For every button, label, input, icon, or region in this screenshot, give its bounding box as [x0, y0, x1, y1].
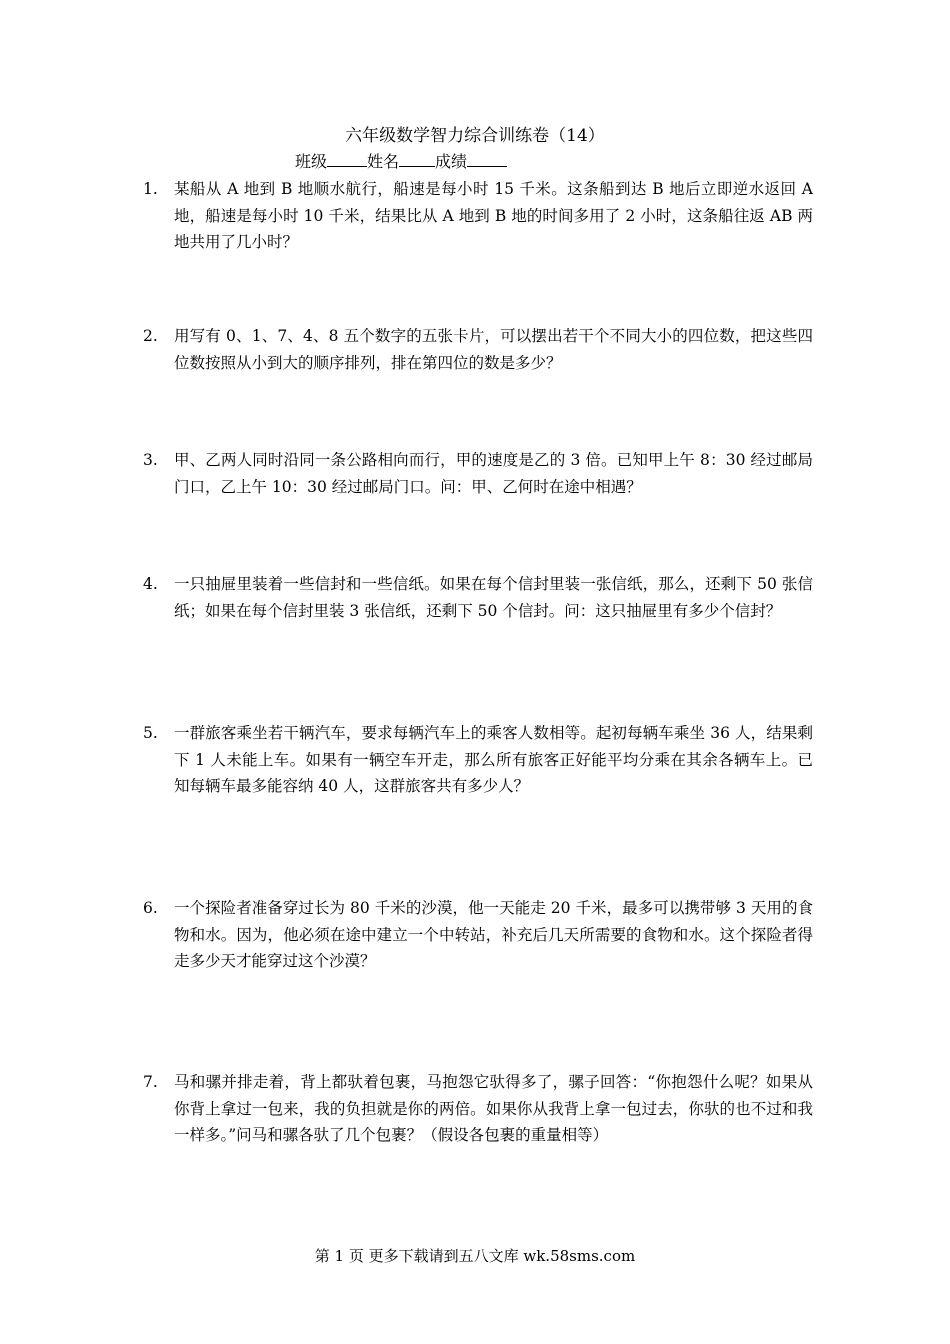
- question-1: [143, 176, 813, 256]
- score-label: 成绩: [435, 152, 468, 171]
- page-title: 六年级数学智力综合训练卷（14）: [345, 126, 605, 146]
- question-text: 甲、乙两人同时沿同一条公路相向而行，甲的速度是乙的 3 倍。已知甲上午 8：30 经过邮局门口，乙上午 10：30 经过邮局门口。问：甲、乙何时在途中相遇？: [174, 451, 813, 496]
- question-number: 4.: [143, 575, 158, 593]
- question-2: [143, 323, 813, 376]
- question-number: 7.: [143, 1073, 158, 1091]
- question-4: [143, 571, 813, 624]
- question-number: 3.: [143, 451, 158, 469]
- name-label: 姓名: [367, 152, 400, 171]
- question-number: 5.: [143, 724, 158, 742]
- question-5: [143, 720, 813, 800]
- class-label: 班级: [295, 152, 328, 171]
- question-6: [143, 895, 813, 975]
- score-blank: [467, 150, 507, 167]
- question-7: [143, 1069, 813, 1149]
- class-blank: [327, 150, 367, 167]
- question-text: 马和骡并排走着，背上都驮着包裹，马抱怨它驮得多了，骡子回答：“你抱怨什么呢？如果从你背上拿过一包来，我的负担就是你的两倍。如果你从我背上拿一包过去，你驮的也不过和我一样多。”问马和骡各驮了几个包裹？（假设各包裹的重量相等）: [174, 1073, 813, 1144]
- question-text: 一个探险者准备穿过长为 80 千米的沙漠，他一天能走 20 千米，最多可以携带够 3 天用的食物和水。因为，他必须在途中建立一个中转站，补充后几天所需要的食物和水。这个探险者得走多少天才能穿过这个沙漠？: [174, 899, 813, 970]
- question-text: 某船从 A 地到 B 地顺水航行，船速是每小时 15 千米。这条船到达 B 地后立即逆水返回 A 地，船速是每小时 10 千米，结果比从 A 地到 B 地的时间多用了 2 小时，这条船往返 AB 两地共用了几小时？: [174, 180, 813, 251]
- name-blank: [399, 150, 435, 167]
- question-number: 6.: [143, 899, 158, 917]
- question-text: 一只抽屉里装着一些信封和一些信纸。如果在每个信封里装一张信纸，那么，还剩下 50 张信纸；如果在每个信封里装 3 张信纸，还剩下 50 个信封。问：这只抽屉里有多少个信封？: [174, 575, 813, 620]
- question-text: 一群旅客乘坐若干辆汽车，要求每辆汽车上的乘客人数相等。起初每辆车乘坐 36 人，结果剩下 1 人未能上车。如果有一辆空车开走，那么所有旅客正好能平均分乘在其余各辆车上。已知每辆车最多能容纳 40 人，这群旅客共有多少人？: [174, 724, 813, 795]
- page-footer: 第 1 页 更多下载请到五八文库 wk.58sms.com: [314, 1247, 636, 1265]
- question-number: 1.: [143, 180, 158, 198]
- question-3: [143, 447, 813, 500]
- question-number: 2.: [143, 327, 158, 345]
- question-text: 用写有 0、1、7、4、8 五个数字的五张卡片，可以摆出若干个不同大小的四位数，把这些四位数按照从小到大的顺序排列，排在第四位的数是多少？: [174, 327, 813, 372]
- student-info-fields: [295, 150, 507, 174]
